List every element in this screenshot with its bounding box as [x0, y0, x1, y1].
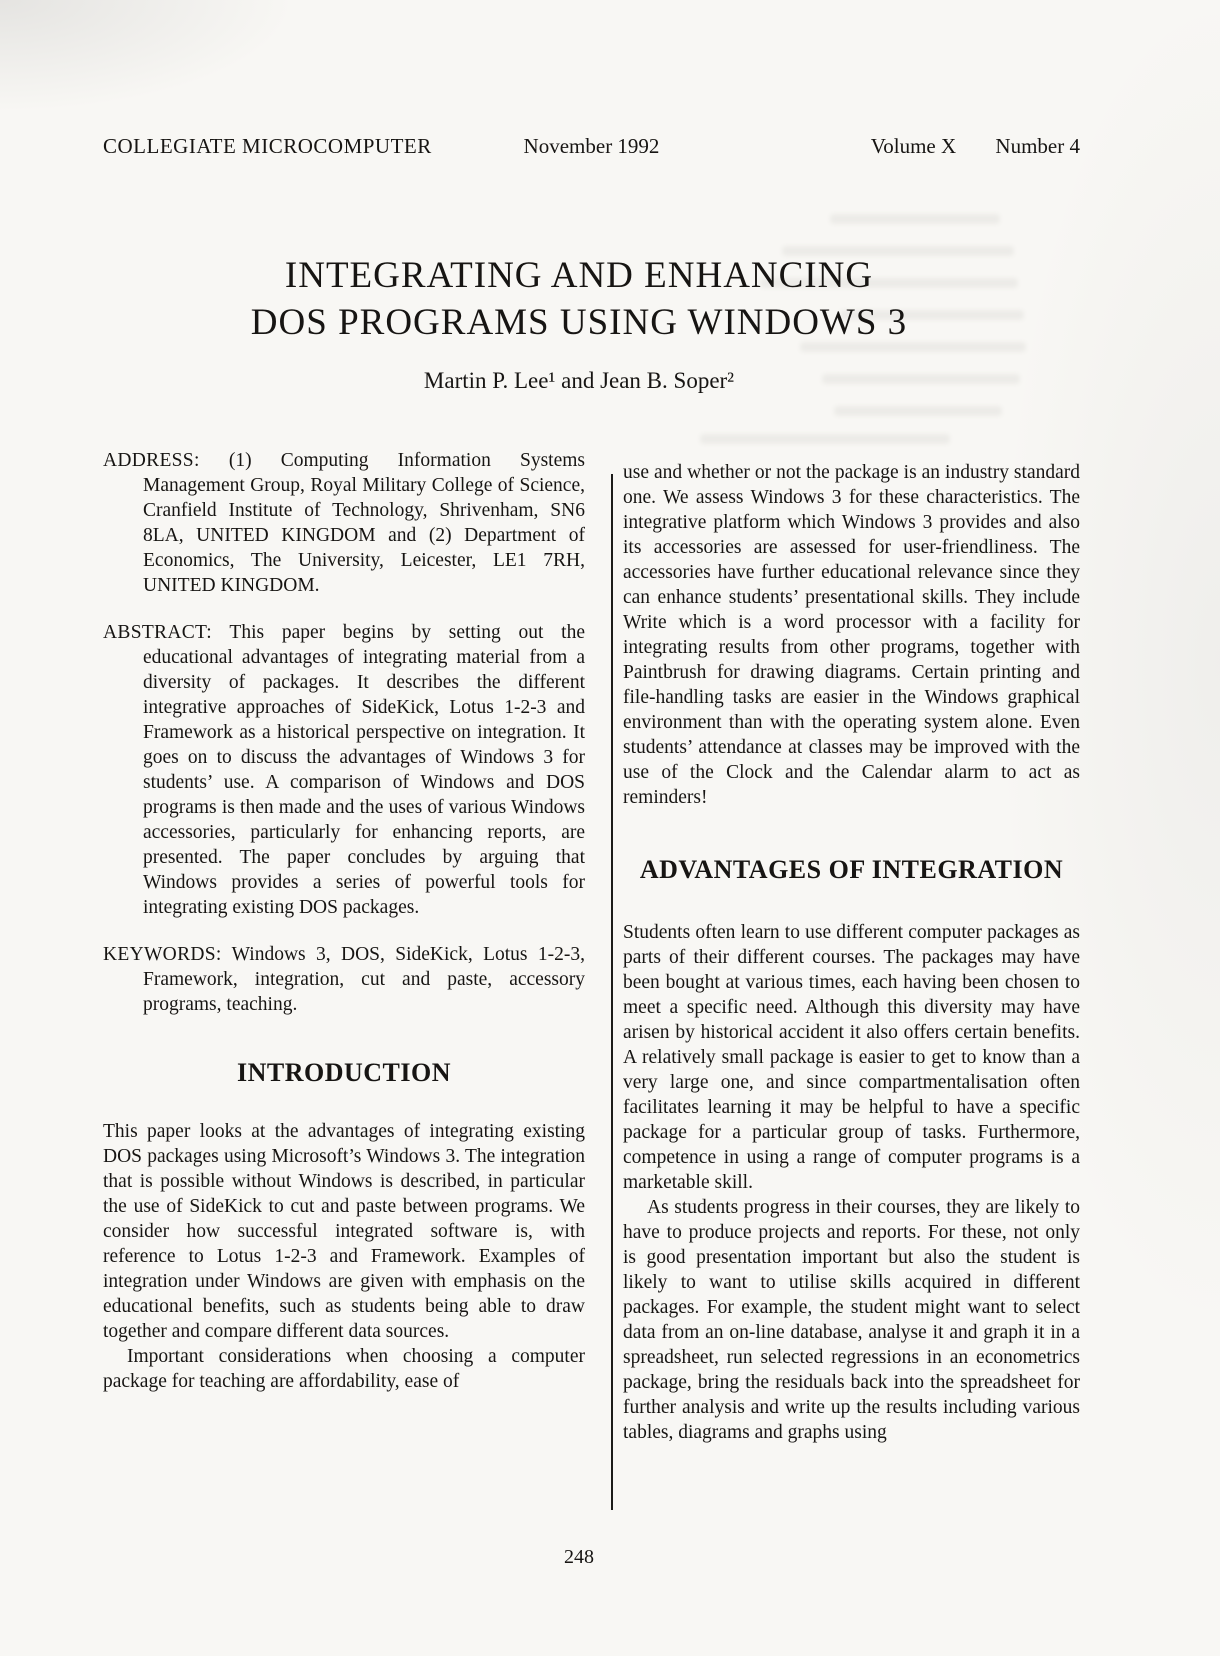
journal-name: COLLEGIATE MICROCOMPUTER	[103, 134, 432, 158]
keywords-label: KEYWORDS:	[103, 944, 222, 965]
issue-date: November 1992	[523, 134, 660, 158]
continuation-paragraph: use and whether or not the package is an industry standard one. We assess Windows 3 for these characteristics. The integrative platform which Windows 3 provides and also its accessories are assessed for user-friendliness. The accessories have further educational relevance since they can enhance students’ presentational skills. They include Write which is a word processor with a facility for integrating results from other programs, together with Paintbrush for drawing diagrams. Certain printing and file-handling tasks are easier in the Windows graphical environment than with the operating system alone. Even students’ attendance at classes may be improved with the use of the Clock and the Calendar alarm to act as reminders!	[623, 462, 1080, 808]
keywords-text: Windows 3, DOS, SideKick, Lotus 1-2-3, Framework, integration, cut and paste, accessory programs, teaching.	[143, 944, 585, 1015]
authors-line: Martin P. Lee¹ and Jean B. Soper²	[423, 368, 735, 393]
abstract-label: ABSTRACT:	[103, 622, 212, 643]
page-number: 248	[564, 1546, 594, 1568]
title-block	[103, 252, 1055, 394]
address-block	[103, 448, 585, 598]
bleed-through-artifact	[830, 214, 1000, 224]
address-label: ADDRESS:	[103, 450, 200, 471]
bleed-through-artifact	[700, 434, 950, 444]
article-body	[103, 448, 1080, 1445]
address-text: (1) Computing Information Systems Management Group, Royal Military College of Science, Cranfield Institute of Technology, Shrivenham, SN6 8LA, UNITED KINGDOM and (2) Department of Economics, The University, Leicester, LE1 7RH, UNITED KINGDOM.	[143, 450, 586, 596]
volume-issue-info	[837, 134, 1080, 159]
article-title	[103, 252, 1055, 346]
volume-label: Volume X	[870, 134, 957, 158]
journal-header	[103, 134, 1080, 159]
introduction-heading: INTRODUCTION	[236, 1058, 452, 1087]
advantages-paragraph-1: Students often learn to use different computer packages as parts of their different courses. The packages may have been bought at various times, each having been chosen to meet a specific need. Although this diversity may have arisen by historical accident it also offers certain benefits. A relatively small package is easier to get to know than a very large one, and since compartmentalisation often facilitates learning it may be helpful to have a specific package for a particular group of tasks. Furthermore, competence in using a range of computer programs is a marketable skill.	[623, 922, 1080, 1193]
introduction-paragraph-2: Important considerations when choosing a computer package for teaching are affordability, ease of	[103, 1346, 585, 1392]
bleed-through-artifact	[834, 406, 1002, 416]
column-divider-rule	[611, 474, 613, 1510]
keywords-block	[103, 942, 585, 1017]
article-title-line1: INTEGRATING AND ENHANCING	[284, 255, 874, 296]
advantages-heading: ADVANTAGES OF INTEGRATION	[639, 855, 1064, 884]
advantages-paragraph-2: As students progress in their courses, they are likely to have to produce projects and reports. For these, not only is good presentation important but also the student is likely to want to utilise skills acquired in different packages. For example, the student might want to select data from an on-line database, analyse it and graph it in a spreadsheet, run selected regressions in an econometrics package, bring the residuals back into the spreadsheet for further analysis and write up the results including various tables, diagrams and graphs using	[623, 1197, 1080, 1443]
issue-number-label: Number 4	[995, 134, 1080, 158]
article-title-line2: DOS PROGRAMS USING WINDOWS 3	[250, 302, 908, 343]
abstract-block	[103, 620, 585, 920]
introduction-paragraph-1: This paper looks at the advantages of integrating existing DOS packages using Microsoft’s Windows 3. The integration that is possible without Windows is described, in particular the use of SideKick to cut and paste between programs. We consider how successful integrated software is, with reference to Lotus 1-2-3 and Framework. Examples of integration under Windows are given with emphasis on the educational benefits, such as students being able to draw together and compare different data sources.	[103, 1121, 585, 1342]
left-column	[103, 448, 585, 1445]
right-column	[623, 448, 1080, 1445]
abstract-text: This paper begins by setting out the educational advantages of integrating material from a diversity of packages. It describes the different integrative approaches of SideKick, Lotus 1-2-3 and Framework as a historical perspective on integration. It goes on to discuss the advantages of Windows 3 for students’ use. A comparison of Windows and DOS programs is then made and the uses of various Windows accessories, particularly for enhancing reports, are presented. The paper concludes by arguing that Windows provides a series of powerful tools for integrating existing DOS packages.	[143, 622, 585, 918]
